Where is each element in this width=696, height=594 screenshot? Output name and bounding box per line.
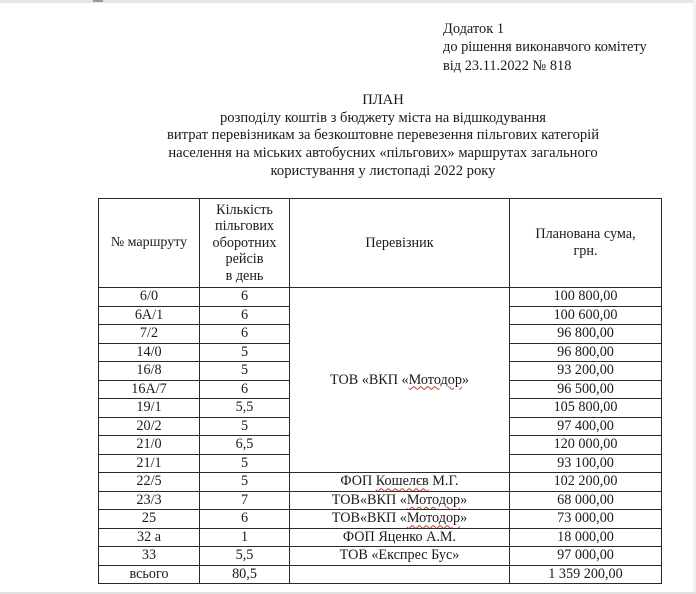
cell-carrier <box>290 528 510 547</box>
cell-trips: 6,5 <box>200 436 290 455</box>
cell-sum: 97 000,00 <box>510 547 662 566</box>
carrier-prefix: ТОВ «ВКП « <box>329 371 409 388</box>
cell-sum: 97 400,00 <box>510 417 662 436</box>
table-row <box>99 473 662 492</box>
carrier-name: Мотодор <box>406 491 461 508</box>
cell-trips: 5 <box>200 417 290 436</box>
carrier-suffix: » <box>460 491 468 508</box>
table-row <box>99 491 662 510</box>
header-sum <box>510 199 662 288</box>
total-row <box>99 565 662 584</box>
distribution-table <box>98 198 662 584</box>
cell-route: 7/2 <box>99 325 200 344</box>
cell-trips: 5 <box>200 454 290 473</box>
appendix-line-3: від 23.11.2022 № 818 <box>443 57 572 74</box>
carrier-prefix: ТОВ«ВКП « <box>331 491 407 508</box>
cell-trips: 5,5 <box>200 547 290 566</box>
cell-trips: 5 <box>200 473 290 492</box>
cell-trips: 6 <box>200 306 290 325</box>
header-trips-line: в день <box>225 267 264 284</box>
cell-sum: 18 000,00 <box>510 528 662 547</box>
cell-carrier <box>290 547 510 566</box>
header-sum-line: Планована сума, <box>535 226 636 243</box>
cell-route: 32 а <box>99 528 200 547</box>
cell-carrier-merged <box>290 288 510 473</box>
total-sum: 1 359 200,00 <box>510 565 662 584</box>
header-trips-line: пільгових <box>214 218 275 235</box>
title-line-1: розподілу коштів з бюджету міста на відшкодування <box>220 109 546 126</box>
total-carrier <box>290 565 510 584</box>
header-trips <box>200 199 290 288</box>
cell-sum: 102 200,00 <box>510 473 662 492</box>
cell-route: 23/3 <box>99 491 200 510</box>
cell-trips: 6 <box>200 380 290 399</box>
ruler-mark <box>93 0 103 2</box>
cell-sum: 120 000,00 <box>510 436 662 455</box>
carrier-suffix: » <box>460 510 468 527</box>
document-title <box>70 92 696 181</box>
carrier-prefix: ТОВ «Експрес Бус» <box>339 547 460 564</box>
table-row <box>99 510 662 529</box>
cell-route: 19/1 <box>99 399 200 418</box>
cell-trips: 5,5 <box>200 399 290 418</box>
header-trips-line: рейсів <box>225 251 264 268</box>
header-route: № маршруту <box>99 199 200 288</box>
header-trips-line: Кількість <box>216 201 273 218</box>
cell-sum: 96 800,00 <box>510 343 662 362</box>
carrier-suffix: » <box>461 371 470 388</box>
viewer-top-edge <box>0 0 696 3</box>
table-row <box>99 547 662 566</box>
appendix-line-1: Додаток 1 <box>443 21 505 37</box>
table-row <box>99 528 662 547</box>
header-sum-line: грн. <box>573 243 598 259</box>
cell-carrier <box>290 473 510 492</box>
cell-carrier <box>290 491 510 510</box>
cell-sum: 93 200,00 <box>510 362 662 381</box>
appendix-header <box>443 20 647 75</box>
title-line-3: населення на міських автобусних «пільгових» маршрутах загального <box>168 145 598 162</box>
cell-sum: 105 800,00 <box>510 399 662 418</box>
cell-route: 6/0 <box>99 288 200 307</box>
title-line-4: користування у листопаді 2022 року <box>270 162 496 179</box>
cell-sum: 100 800,00 <box>510 288 662 307</box>
carrier-prefix: ФОП <box>340 473 376 490</box>
carrier-prefix: ТОВ«ВКП « <box>331 510 407 527</box>
cell-carrier <box>290 510 510 529</box>
cell-route: 14/0 <box>99 343 200 362</box>
cell-trips: 5 <box>200 362 290 381</box>
cell-route: 21/0 <box>99 436 200 455</box>
cell-sum: 96 500,00 <box>510 380 662 399</box>
total-label: всього <box>99 565 200 584</box>
cell-sum: 68 000,00 <box>510 491 662 510</box>
cell-trips: 7 <box>200 491 290 510</box>
cell-route: 16/8 <box>99 362 200 381</box>
table-header-row <box>99 199 662 288</box>
cell-sum: 96 800,00 <box>510 325 662 344</box>
carrier-name: Мотодор <box>408 371 462 388</box>
cell-route: 6А/1 <box>99 306 200 325</box>
carrier-name: Мотодор <box>406 510 461 527</box>
cell-trips: 6 <box>200 510 290 529</box>
cell-trips: 1 <box>200 528 290 547</box>
appendix-line-2: до рішення виконавчого комітету <box>443 39 647 56</box>
cell-route: 16А/7 <box>99 380 200 399</box>
title-line-2: витрат перевізникам за безкоштовне перевезення пільгових категорій <box>166 127 600 144</box>
cell-route: 21/1 <box>99 454 200 473</box>
cell-route: 33 <box>99 547 200 566</box>
cell-route: 20/2 <box>99 417 200 436</box>
cell-route: 22/5 <box>99 473 200 492</box>
cell-sum: 100 600,00 <box>510 306 662 325</box>
header-trips-line: оборотних <box>212 234 277 251</box>
cell-trips: 5 <box>200 343 290 362</box>
carrier-prefix: ФОП Яценко А.М. <box>342 528 457 545</box>
table-row <box>99 288 662 307</box>
cell-trips: 6 <box>200 325 290 344</box>
total-trips: 80,5 <box>200 565 290 584</box>
cell-sum: 73 000,00 <box>510 510 662 529</box>
title-heading: ПЛАН <box>362 92 404 108</box>
header-carrier: Перевізник <box>290 199 510 288</box>
cell-sum: 93 100,00 <box>510 454 662 473</box>
cell-trips: 6 <box>200 288 290 307</box>
cell-route: 25 <box>99 510 200 529</box>
carrier-suffix: М.Г. <box>428 473 459 490</box>
carrier-name: Кошелєв <box>375 473 429 490</box>
